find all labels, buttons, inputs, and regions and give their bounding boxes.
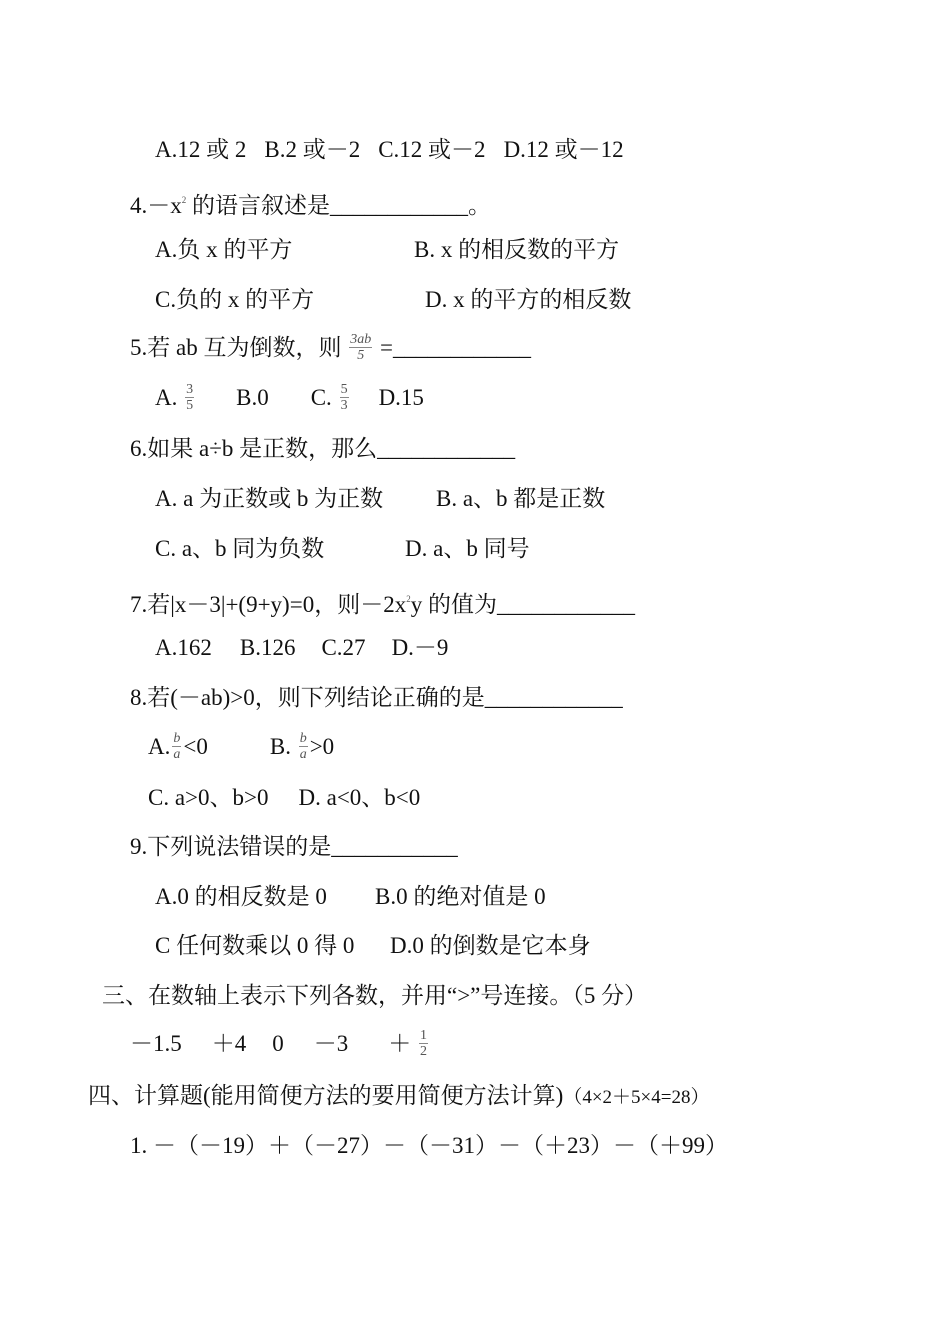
section3-number-1: －1.5: [130, 1031, 182, 1056]
q7-exponent: 2: [406, 594, 411, 604]
q8-option-d: D. a<0、b<0: [298, 785, 421, 810]
q5-option-a-label: A.: [155, 385, 178, 410]
q5-option-a-denominator: 5: [186, 398, 194, 414]
section3-number-5-numerator: 1: [420, 1028, 427, 1044]
q5-stem: [130, 334, 531, 365]
q6-option-d: D. a、b 同号: [405, 536, 530, 561]
q5-option-c-label: C.: [310, 385, 332, 410]
q4-stem: [130, 186, 491, 220]
q4-option-b: B. x 的相反数的平方: [414, 237, 620, 262]
q8-option-b-numerator: b: [299, 731, 307, 747]
q4-option-d: D. x 的平方的相反数: [425, 287, 632, 312]
q8-option-c: C. a>0、b>0: [148, 785, 269, 810]
q8-options-ab: [148, 733, 334, 764]
q5-stem-pre: 5.若 ab 互为倒数，则: [130, 335, 342, 360]
q5-option-c-denominator: 3: [340, 398, 348, 414]
q8-option-b-fraction: [299, 731, 308, 762]
q5-fraction-numerator: 3ab: [350, 332, 372, 348]
q7-option-d: D.－9: [391, 635, 449, 660]
q8-option-a-relation: <0: [183, 734, 208, 759]
section4-problem-1: 1. －（－19）＋（－27）－（－31）－（＋23）－（＋99）: [130, 1133, 728, 1158]
q9-option-b: B.0 的绝对值是 0: [375, 884, 546, 909]
q7-stem-pre: 7.若|x－3|+(9+y)=0，则－2x: [130, 592, 407, 617]
q5-option-c-fraction: [340, 382, 349, 413]
q6-option-c: C. a、b 同为负数: [155, 536, 325, 561]
q4-option-c: C.负的 x 的平方: [155, 287, 315, 312]
section3-number-4: －3: [313, 1031, 349, 1056]
q3-option-c: C.12 或－2: [378, 137, 486, 162]
q5-options: [155, 384, 424, 415]
section4-title: [88, 1082, 709, 1112]
section3-number-5-fraction: [419, 1028, 428, 1059]
q8-option-a-numerator: b: [173, 731, 181, 747]
q8-option-b-relation: >0: [309, 734, 335, 759]
q4-exponent: 2: [181, 195, 187, 205]
section3-numbers: [130, 1030, 430, 1061]
q5-fraction: [349, 332, 372, 363]
q7-stem: [130, 585, 635, 619]
q5-option-c-numerator: 5: [340, 382, 348, 398]
section3-number-5-denominator: 2: [420, 1044, 427, 1060]
q8-options-cd: [148, 784, 420, 812]
q7-options: [155, 634, 448, 662]
q5-fraction-denominator: 5: [357, 348, 365, 364]
q6-option-b: B. a、b 都是正数: [436, 486, 606, 511]
q8-option-b-label: B.: [269, 734, 291, 759]
q8-stem: 8.若(－ab)>0，则下列结论正确的是____________: [130, 685, 623, 710]
q9-option-a: A.0 的相反数是 0: [155, 884, 327, 909]
section3-number-2: ＋4: [211, 1031, 247, 1056]
section3-number-3: 0: [272, 1031, 284, 1056]
q8-option-a-label: A.: [148, 734, 171, 759]
q6-stem: 6.如果 a÷b 是正数，那么____________: [130, 436, 516, 461]
q9-option-d: D.0 的倒数是它本身: [390, 933, 591, 958]
q7-stem-post: y 的值为____________: [410, 592, 635, 617]
q5-option-a-numerator: 3: [186, 382, 194, 398]
q8-option-b-denominator: a: [299, 747, 307, 763]
q4-option-a: A.负 x 的平方: [155, 237, 293, 262]
section3-title: 三、在数轴上表示下列各数，并用“>”号连接。（5 分）: [102, 983, 648, 1008]
q8-option-a-denominator: a: [173, 747, 181, 763]
q9-stem: 9.下列说法错误的是___________: [130, 834, 458, 859]
q9-option-c: C 任何数乘以 0 得 0: [155, 933, 355, 958]
q5-stem-post: =____________: [374, 335, 531, 360]
q5-option-b: B.0: [236, 385, 269, 410]
q5-option-d: D.15: [378, 385, 424, 410]
q6-option-a: A. a 为正数或 b 为正数: [155, 486, 384, 511]
q8-option-a-fraction: [172, 731, 181, 762]
q3-options: [155, 136, 624, 164]
q4-stem-post: 的语言叙述是____________。: [186, 193, 491, 218]
q7-option-a: A.162: [155, 635, 212, 660]
q5-option-a-fraction: [185, 382, 194, 413]
q7-option-b: B.126: [239, 635, 296, 660]
q7-option-c: C.27: [321, 635, 366, 660]
section4-title-text: 四、计算题(能用简便方法的要用简便方法计算): [88, 1083, 564, 1108]
section3-number-5-sign: ＋: [388, 1031, 412, 1056]
q3-option-d: D.12 或－12: [503, 137, 624, 162]
q3-option-b: B.2 或－2: [264, 137, 361, 162]
section4-score: （4×2＋5×4=28）: [563, 1087, 710, 1108]
q4-stem-pre: 4.－x: [130, 193, 182, 218]
q3-option-a: A.12 或 2: [155, 137, 247, 162]
